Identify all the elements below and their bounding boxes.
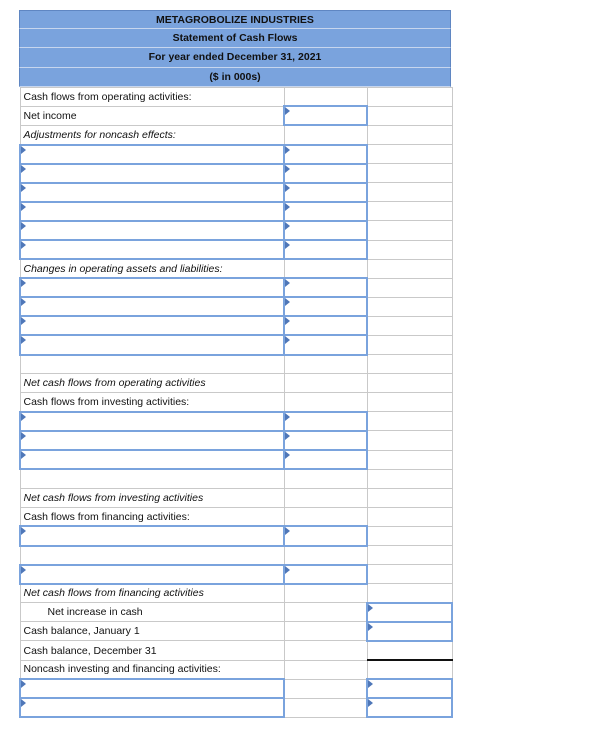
empty-cell <box>367 297 452 316</box>
changes-heading: Changes in operating assets and liabilities: <box>20 259 284 278</box>
net-increase-input[interactable] <box>367 603 452 622</box>
empty-cell <box>367 202 452 221</box>
investing-amount-input[interactable] <box>284 412 367 431</box>
adjustments-heading: Adjustments for noncash effects: <box>20 125 284 144</box>
empty-cell <box>367 660 452 679</box>
change-label-input[interactable] <box>20 316 284 335</box>
empty-cell <box>367 546 452 565</box>
adjustment-label-input[interactable] <box>20 240 284 259</box>
empty-cell <box>367 469 452 488</box>
adjustment-label-input[interactable] <box>20 145 284 164</box>
empty-cell <box>367 412 452 431</box>
table-row <box>20 355 452 374</box>
table-row <box>20 87 452 106</box>
financing-heading: Cash flows from financing activities: <box>20 507 284 526</box>
change-label-input[interactable] <box>20 297 284 316</box>
noncash-amount-input[interactable] <box>367 679 452 698</box>
table-row <box>20 546 452 565</box>
statement-units: ($ in 000s) <box>19 68 451 87</box>
investing-label-input[interactable] <box>20 431 284 450</box>
table-row <box>20 183 452 202</box>
cash-january-input[interactable] <box>367 622 452 641</box>
table-row <box>20 431 452 450</box>
investing-label-input[interactable] <box>20 450 284 469</box>
investing-label-input[interactable] <box>20 412 284 431</box>
adjustment-amount-input[interactable] <box>284 202 367 221</box>
financing-label-input[interactable] <box>20 565 284 584</box>
table-row <box>20 297 452 316</box>
table-row <box>20 584 452 603</box>
table-row <box>20 221 452 240</box>
table-row <box>20 565 452 584</box>
empty-cell <box>284 622 367 641</box>
adjustment-label-input[interactable] <box>20 202 284 221</box>
table-row <box>20 202 452 221</box>
adjustment-amount-input[interactable] <box>284 240 367 259</box>
empty-cell <box>367 431 452 450</box>
noncash-amount-input[interactable] <box>367 698 452 717</box>
empty-cell <box>367 584 452 603</box>
net-investing-label: Net cash flows from investing activities <box>20 488 284 507</box>
empty-cell <box>367 526 452 545</box>
empty-cell <box>367 87 452 106</box>
empty-cell <box>367 335 452 354</box>
empty-cell <box>367 355 452 374</box>
table-row <box>20 450 452 469</box>
empty-cell <box>367 240 452 259</box>
change-label-input[interactable] <box>20 278 284 297</box>
adjustment-amount-input[interactable] <box>284 164 367 183</box>
empty-cell <box>284 584 367 603</box>
empty-cell <box>284 698 367 717</box>
empty-cell <box>284 603 367 622</box>
table-row <box>20 526 452 545</box>
empty-cell <box>284 660 367 679</box>
empty-cell <box>284 488 367 507</box>
net-increase-label: Net increase in cash <box>20 603 284 622</box>
table-row <box>20 412 452 431</box>
adjustment-amount-input[interactable] <box>284 221 367 240</box>
noncash-heading: Noncash investing and financing activities: <box>20 660 284 679</box>
table-row <box>20 641 452 660</box>
empty-cell <box>367 145 452 164</box>
empty-cell <box>367 450 452 469</box>
empty-cell <box>20 355 284 374</box>
adjustment-amount-input[interactable] <box>284 145 367 164</box>
table-row <box>20 679 452 698</box>
company-name: METAGROBOLIZE INDUSTRIES <box>19 10 451 29</box>
empty-cell <box>284 679 367 698</box>
noncash-label-input[interactable] <box>20 679 284 698</box>
change-label-input[interactable] <box>20 335 284 354</box>
table-row <box>20 603 452 622</box>
statement-title: Statement of Cash Flows <box>19 29 451 48</box>
table-row <box>20 374 452 393</box>
net-income-label: Net income <box>20 106 284 125</box>
operating-heading: Cash flows from operating activities: <box>20 87 284 106</box>
net-operating-label: Net cash flows from operating activities <box>20 374 284 393</box>
empty-cell <box>284 507 367 526</box>
empty-cell <box>284 469 367 488</box>
empty-cell <box>367 183 452 202</box>
empty-cell <box>367 507 452 526</box>
adjustment-amount-input[interactable] <box>284 183 367 202</box>
noncash-label-input[interactable] <box>20 698 284 717</box>
table-row <box>20 507 452 526</box>
change-amount-input[interactable] <box>284 335 367 354</box>
table-row <box>20 278 452 297</box>
table-row <box>20 145 452 164</box>
table-row <box>20 125 452 144</box>
financing-amount-input[interactable] <box>284 526 367 545</box>
table-row <box>20 316 452 335</box>
net-income-input[interactable] <box>284 106 367 125</box>
table-row <box>20 622 452 641</box>
table-row <box>20 660 452 679</box>
cash-flow-table <box>19 87 453 719</box>
table-row <box>20 240 452 259</box>
cash-december-total <box>367 641 452 660</box>
empty-cell <box>284 125 367 144</box>
cash-january-label: Cash balance, January 1 <box>20 622 284 641</box>
financing-amount-input[interactable] <box>284 565 367 584</box>
table-row <box>20 164 452 183</box>
table-row <box>20 393 452 412</box>
empty-cell <box>284 641 367 660</box>
investing-heading: Cash flows from investing activities: <box>20 393 284 412</box>
statement-period: For year ended December 31, 2021 <box>19 48 451 67</box>
empty-cell <box>367 488 452 507</box>
empty-cell <box>367 106 452 125</box>
empty-cell <box>284 546 367 565</box>
empty-cell <box>367 374 452 393</box>
empty-cell <box>367 393 452 412</box>
empty-cell <box>367 259 452 278</box>
empty-cell <box>367 316 452 335</box>
empty-cell <box>284 355 367 374</box>
investing-amount-input[interactable] <box>284 431 367 450</box>
table-row <box>20 259 452 278</box>
financing-label-input[interactable] <box>20 526 284 545</box>
table-row <box>20 335 452 354</box>
empty-cell <box>367 164 452 183</box>
change-amount-input[interactable] <box>284 297 367 316</box>
empty-cell <box>20 469 284 488</box>
empty-cell <box>367 278 452 297</box>
cash-flow-worksheet <box>19 10 451 718</box>
adjustment-label-input[interactable] <box>20 221 284 240</box>
table-row <box>20 106 452 125</box>
empty-cell <box>284 259 367 278</box>
empty-cell <box>284 393 367 412</box>
table-row <box>20 698 452 717</box>
empty-cell <box>284 374 367 393</box>
change-amount-input[interactable] <box>284 316 367 335</box>
cash-december-label: Cash balance, December 31 <box>20 641 284 660</box>
empty-cell <box>367 565 452 584</box>
empty-cell <box>20 546 284 565</box>
table-row <box>20 469 452 488</box>
empty-cell <box>367 221 452 240</box>
empty-cell <box>367 125 452 144</box>
adjustment-label-input[interactable] <box>20 164 284 183</box>
empty-cell <box>284 87 367 106</box>
net-financing-label: Net cash flows from financing activities <box>20 584 284 603</box>
change-amount-input[interactable] <box>284 278 367 297</box>
investing-amount-input[interactable] <box>284 450 367 469</box>
adjustment-label-input[interactable] <box>20 183 284 202</box>
table-row <box>20 488 452 507</box>
